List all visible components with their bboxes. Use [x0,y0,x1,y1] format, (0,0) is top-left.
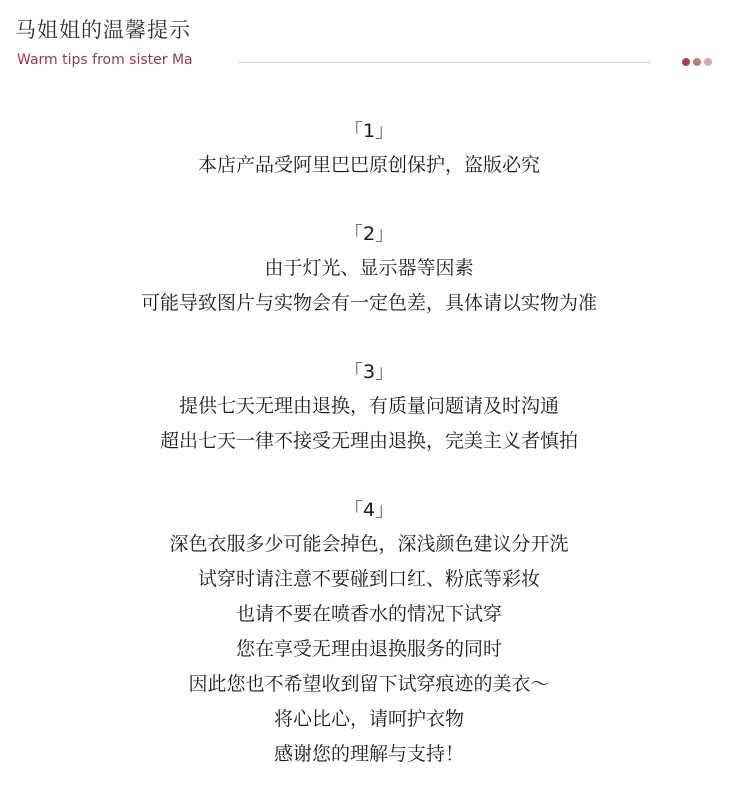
tip-line: 也请不要在喷香水的情况下试穿 [235,603,502,625]
page-subtitle: Warm tips from sister Ma [17,52,193,68]
tip-line: 深色衣服多少可能会掉色，深浅颜色建议分开洗 [169,533,569,555]
tip-section-4 [0,493,738,772]
section-number: 「1」 [343,120,395,142]
page-title: 马姐姐的温馨提示 [15,18,191,42]
tip-line: 感谢您的理解与支持！ [273,743,464,765]
divider-line [238,62,651,63]
tip-line: 将心比心，请呵护衣物 [273,708,464,730]
section-number: 「4」 [343,499,395,521]
tip-section-3 [0,355,738,459]
tip-line: 试穿时请注意不要碰到口红、粉底等彩妆 [197,568,540,590]
section-number: 「2」 [343,223,395,245]
dots-decoration [682,58,712,67]
tip-section-2 [0,217,738,321]
tip-line: 提供七天无理由退换，有质量问题请及时沟通 [178,395,559,417]
tip-line: 因此您也不希望收到留下试穿痕迹的美衣～ [188,673,550,695]
tip-line: 可能导致图片与实物会有一定色差，具体请以实物为准 [140,292,597,314]
tip-section-1 [0,114,738,183]
dot-icon [682,58,690,66]
dot-icon [704,58,712,66]
dot-icon [693,58,701,66]
tip-line: 本店产品受阿里巴巴原创保护，盗版必究 [197,154,540,176]
tip-line: 由于灯光、显示器等因素 [264,257,474,279]
tip-line: 您在享受无理由退换服务的同时 [235,638,502,660]
header [0,0,738,80]
tip-line: 超出七天一律不接受无理由退换，完美主义者慎拍 [159,430,578,452]
tips-content [0,114,738,772]
section-number: 「3」 [343,361,395,383]
